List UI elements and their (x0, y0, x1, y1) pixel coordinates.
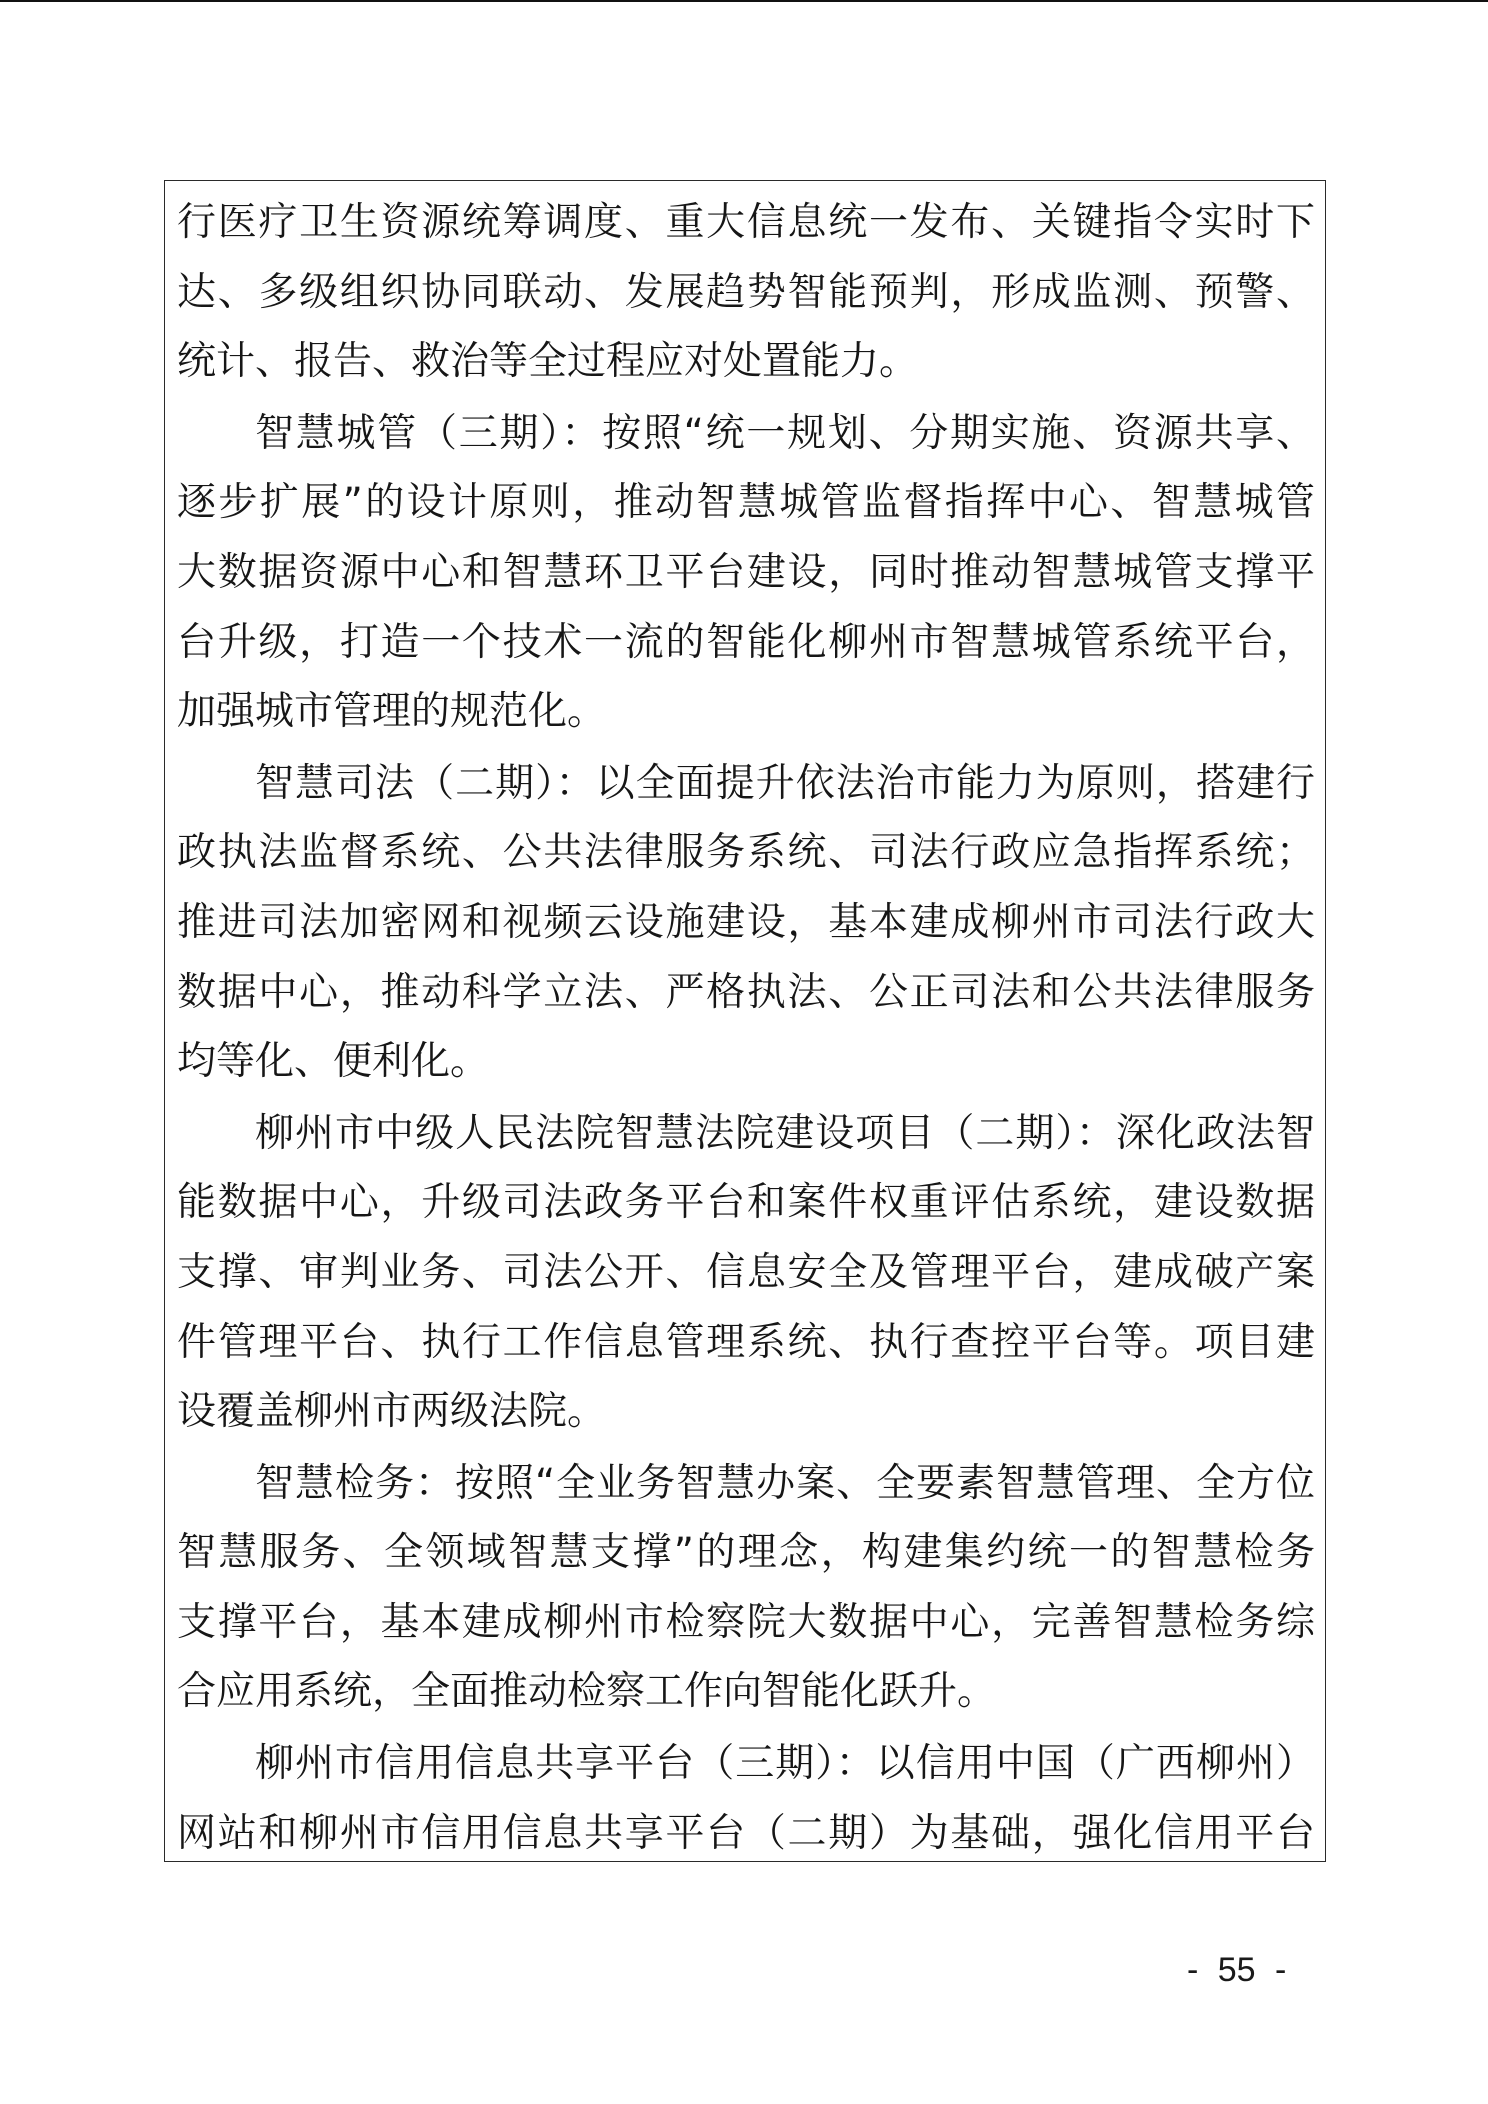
text-line: 政执法监督系统、公共法律服务系统、司法行政应急指挥系统； (177, 830, 1315, 876)
text-line: 达、多级组织协同联动、发展趋势智能预判，形成监测、预警、 (177, 269, 1315, 315)
text-line: 智慧司法（二期）：以全面提升依法治市能力为原则，搭建行 (255, 760, 1315, 806)
text-line: 能数据中心，升级司法政务平台和案件权重评估系统，建设数据 (177, 1180, 1315, 1226)
text-line: 逐步扩展”的设计原则，推动智慧城管监督指挥中心、智慧城管 (177, 480, 1315, 526)
text-line: 台升级，打造一个技术一流的智能化柳州市智慧城管系统平台， (177, 619, 1315, 665)
text-line: 智慧服务、全领域智慧支撑”的理念，构建集约统一的智慧检务 (177, 1530, 1315, 1576)
body-text (177, 188, 1315, 1868)
paragraph-credit-platform (177, 1729, 1315, 1868)
text-frame (164, 180, 1326, 1862)
text-line: 大数据资源中心和智慧环卫平台建设，同时推动智慧城管支撑平 (177, 549, 1315, 595)
text-line: 件管理平台、执行工作信息管理系统、执行查控平台等。项目建 (177, 1319, 1315, 1365)
text-line: 网站和柳州市信用信息共享平台（二期）为基础，强化信用平台 (177, 1810, 1315, 1856)
text-line: 加强城市管理的规范化。 (177, 689, 607, 735)
text-line: 行医疗卫生资源统筹调度、重大信息统一发布、关键指令实时下 (177, 200, 1315, 245)
text-line: 均等化、便利化。 (177, 1039, 490, 1085)
text-line: 数据中心，推动科学立法、严格执法、公正司法和公共法律服务 (177, 969, 1315, 1015)
text-line: 支撑、审判业务、司法公开、信息安全及管理平台，建成破产案 (177, 1249, 1315, 1295)
text-line: 柳州市中级人民法院智慧法院建设项目（二期）：深化政法智 (255, 1110, 1315, 1156)
text-line: 智慧检务：按照“全业务智慧办案、全要素智慧管理、全方位 (255, 1460, 1315, 1506)
text-line: 智慧城管（三期）：按照“统一规划、分期实施、资源共享、 (255, 410, 1315, 456)
paragraph-continuation (177, 188, 1315, 397)
text-line: 合应用系统，全面推动检察工作向智能化跃升。 (177, 1669, 997, 1715)
text-line: 支撑平台，基本建成柳州市检察院大数据中心，完善智慧检务综 (177, 1599, 1315, 1645)
page-number: - 55 - (1187, 1951, 1287, 1989)
text-line: 柳州市信用信息共享平台（三期）：以信用中国（广西柳州） (255, 1741, 1315, 1787)
text-line: 统计、报告、救治等全过程应对处置能力。 (177, 339, 919, 385)
top-rule (0, 0, 1488, 2)
text-line: 设覆盖柳州市两级法院。 (177, 1389, 607, 1435)
text-line: 推进司法加密网和视频云设施建设，基本建成柳州市司法行政大 (177, 899, 1315, 945)
paragraph-smart-court (177, 1099, 1315, 1447)
paragraph-smart-justice (177, 749, 1315, 1097)
paragraph-smart-city-management (177, 399, 1315, 747)
paragraph-smart-procuratorate (177, 1449, 1315, 1727)
